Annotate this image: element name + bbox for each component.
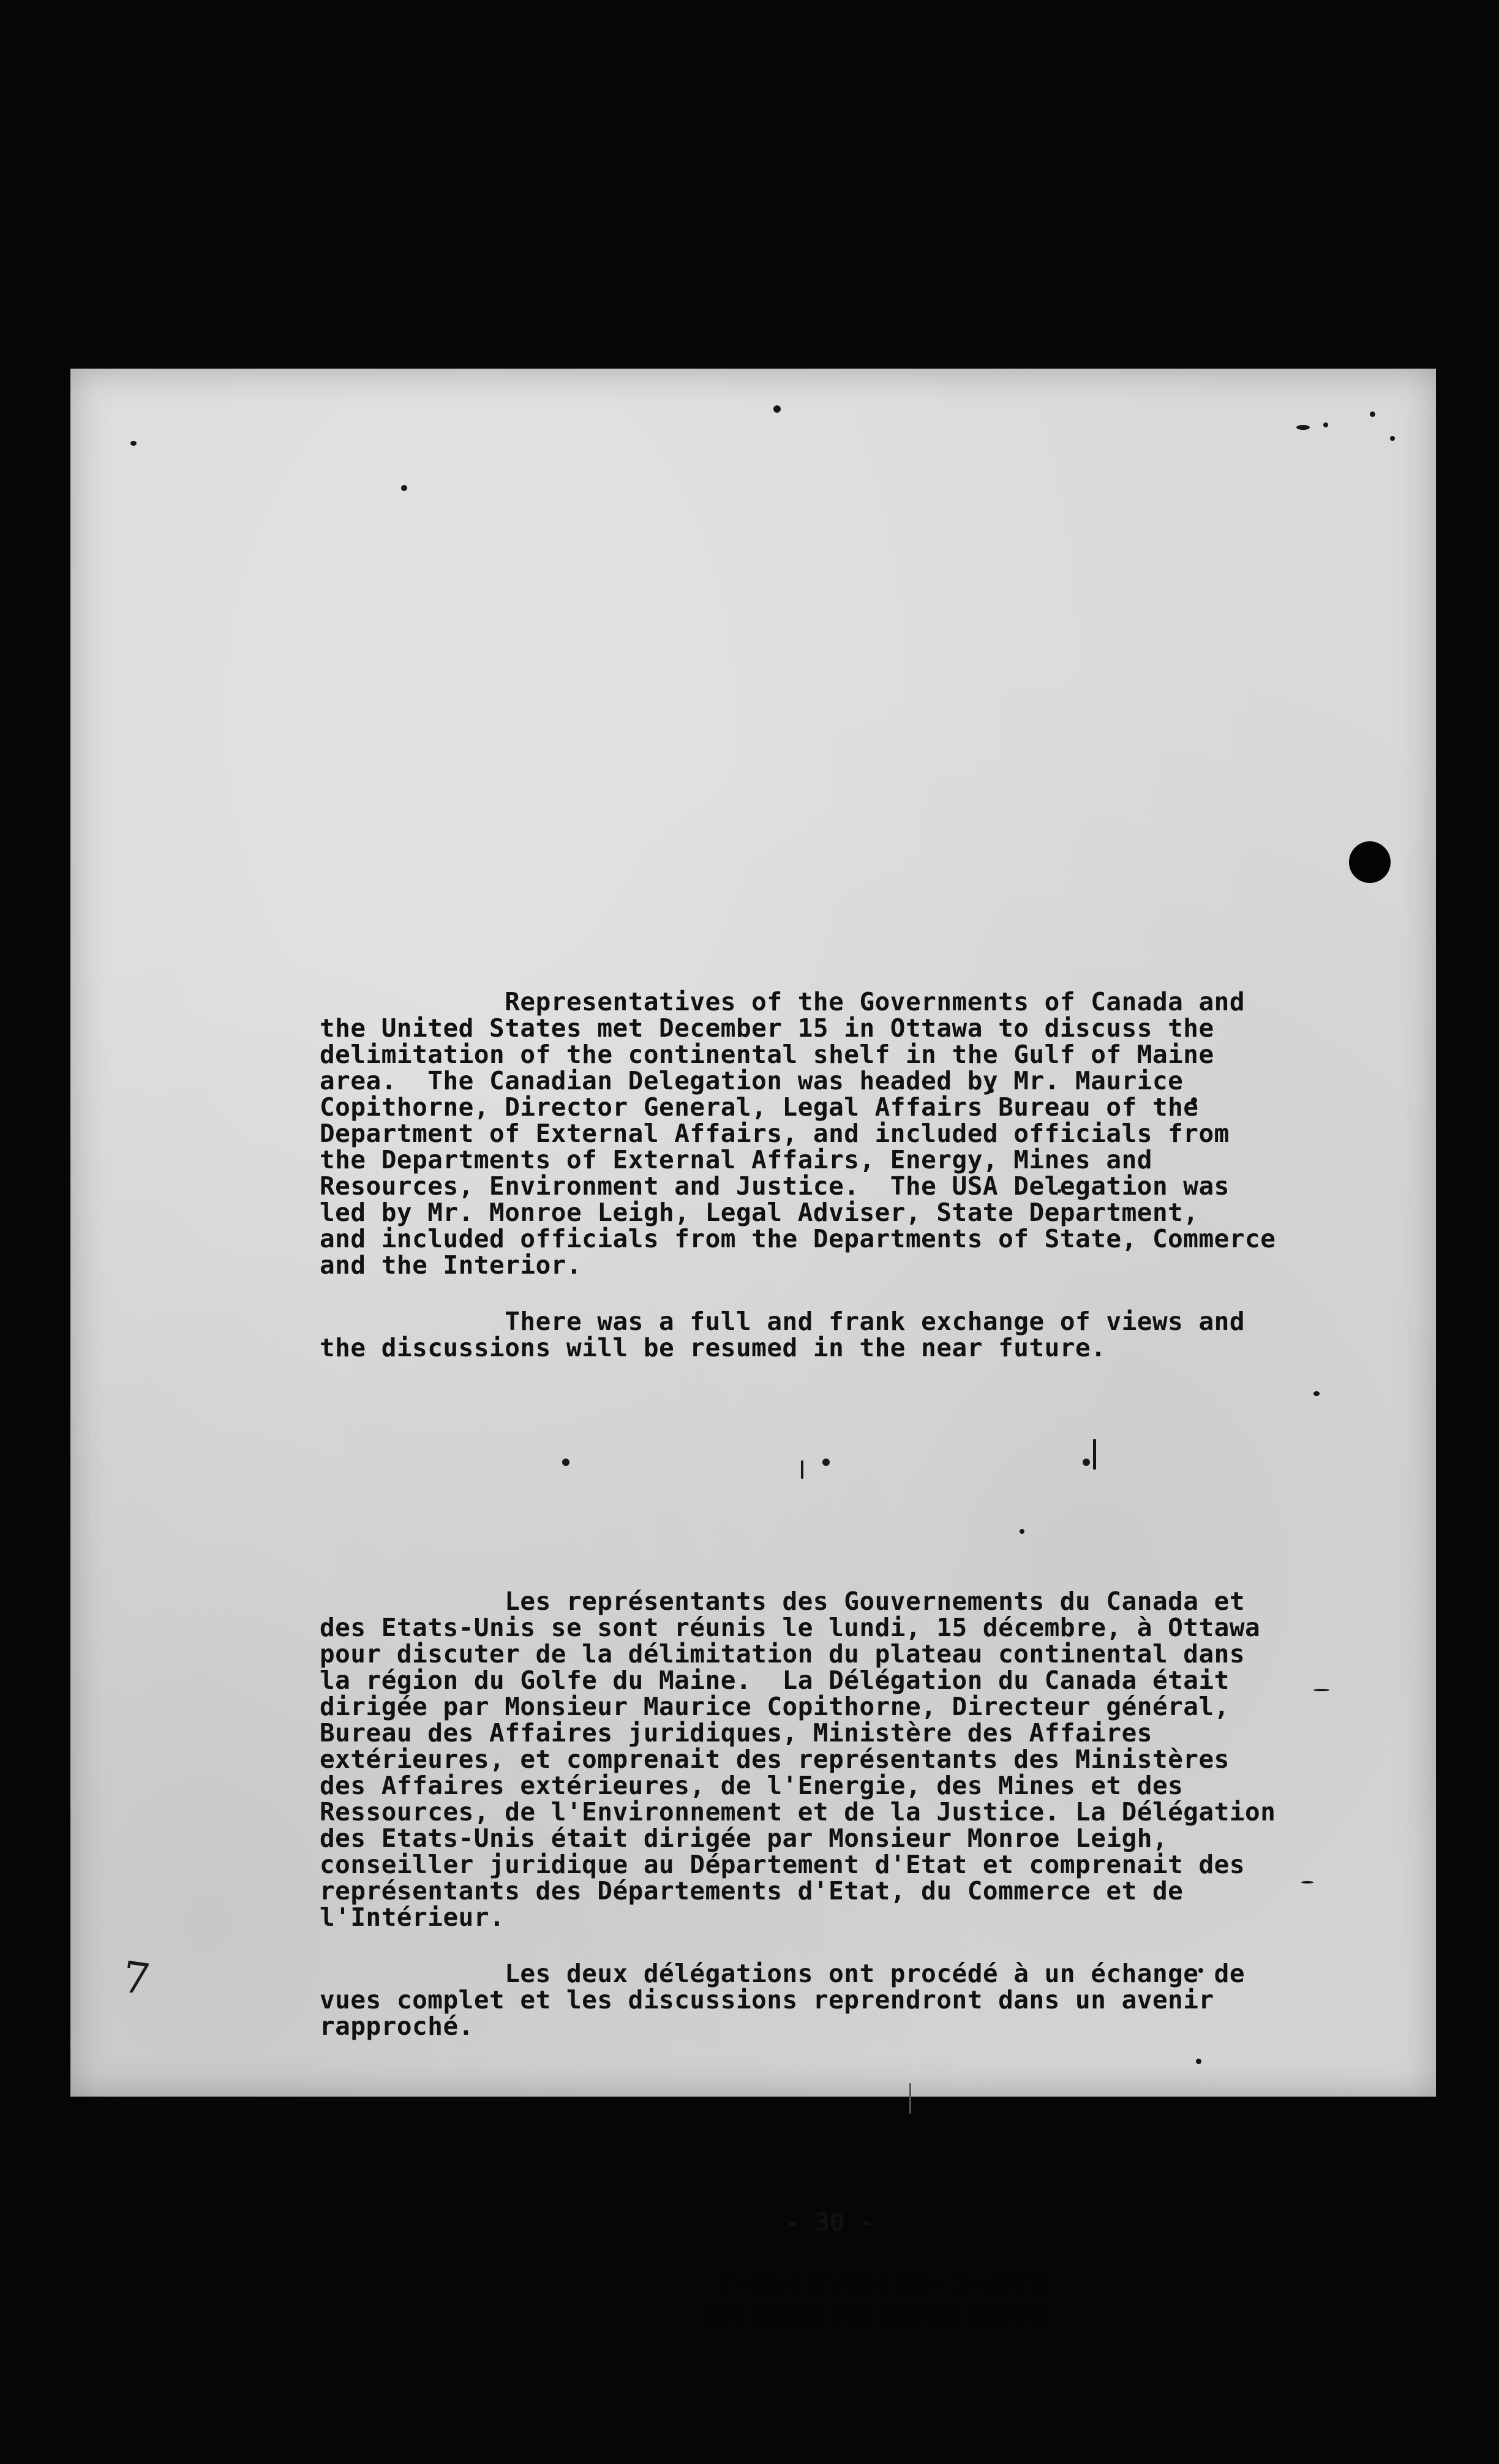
speck <box>130 441 137 446</box>
english-paragraph-2: There was a full and frank exchange of views and the discussions will be resumed in the near future. <box>320 1307 1245 1362</box>
french-paragraph-2: Les deux délégations ont procédé à un échange de vues complet et les discussions reprendront dans un avenir rapproché. <box>320 1959 1245 2041</box>
french-paragraph-1: Les représentants des Gouvernements du Canada et des Etats-Unis se sont réunis le lundi, 15 décembre, à Ottawa pour discuter de la délimitation du plateau continental dans la région du Golfe du Maine. La Délégation du Canada était dirigée par Monsieur Maurice Copithorne, Directeur général, Bureau des Affaires juridiques, Ministère des Affaires extérieures, et comprenait des représentants des Ministères des Affaires extérieures, de l'Energie, des Mines et des Ressources, de l'Environnement et de la Justice. La Délégation des Etats-Unis était dirigée par Monsieur Monroe Leigh, conseiller juridique au Département d'Etat et comprenait des représentants des Départements d'Etat, du Commerce et de l'Intérieur. <box>320 1587 1276 1932</box>
speck <box>1323 423 1328 427</box>
section-separator <box>548 1446 1099 1483</box>
speck <box>1390 436 1395 441</box>
speck <box>1313 1391 1320 1396</box>
separator-asterisk <box>822 1459 830 1466</box>
separator-asterisk <box>562 1459 569 1466</box>
speck <box>1196 2059 1201 2064</box>
english-paragraph-1: Representatives of the Governments of Canada and the United States met December 15 in Ottawa to discuss the delimitation of the continental shelf in the Gulf of Maine area. The Canadian Delegation was headed by Mr. Maurice Copithorne, Director General, Legal Affairs Bureau of the Department of External Affairs, and included officials from the Departments of External Affairs, Energy, Mines and Resources, Environment and Justice. The USA Delegation was led by Mr. Monroe Leigh, Legal Adviser, State Department, and included officials from the Departments of State, Commerce and the Interior. <box>320 987 1276 1280</box>
document-page <box>70 369 1436 2330</box>
punch-hole <box>1349 841 1391 883</box>
speck <box>909 2083 911 2114</box>
speck <box>1296 425 1310 430</box>
bleed-through-text: ▒▒▒▒▒▒ ▒▒▒▒▒▒ ▒▒▒▒ ▒▒▒▒▒▒▒ ▒▒▒ ▒▒▒▒▒ ▒▒▒ ▒▒▒▒▒▒ ▒▒▒▒▒▒ <box>707 2274 1046 2330</box>
page-number: - 30 - <box>785 2209 874 2237</box>
speck <box>1370 411 1375 417</box>
speck <box>773 405 781 413</box>
speck <box>1020 1529 1024 1534</box>
speck <box>401 485 407 491</box>
handwritten-mark: 7 <box>119 1951 154 2005</box>
separator-asterisk <box>1083 1459 1090 1466</box>
